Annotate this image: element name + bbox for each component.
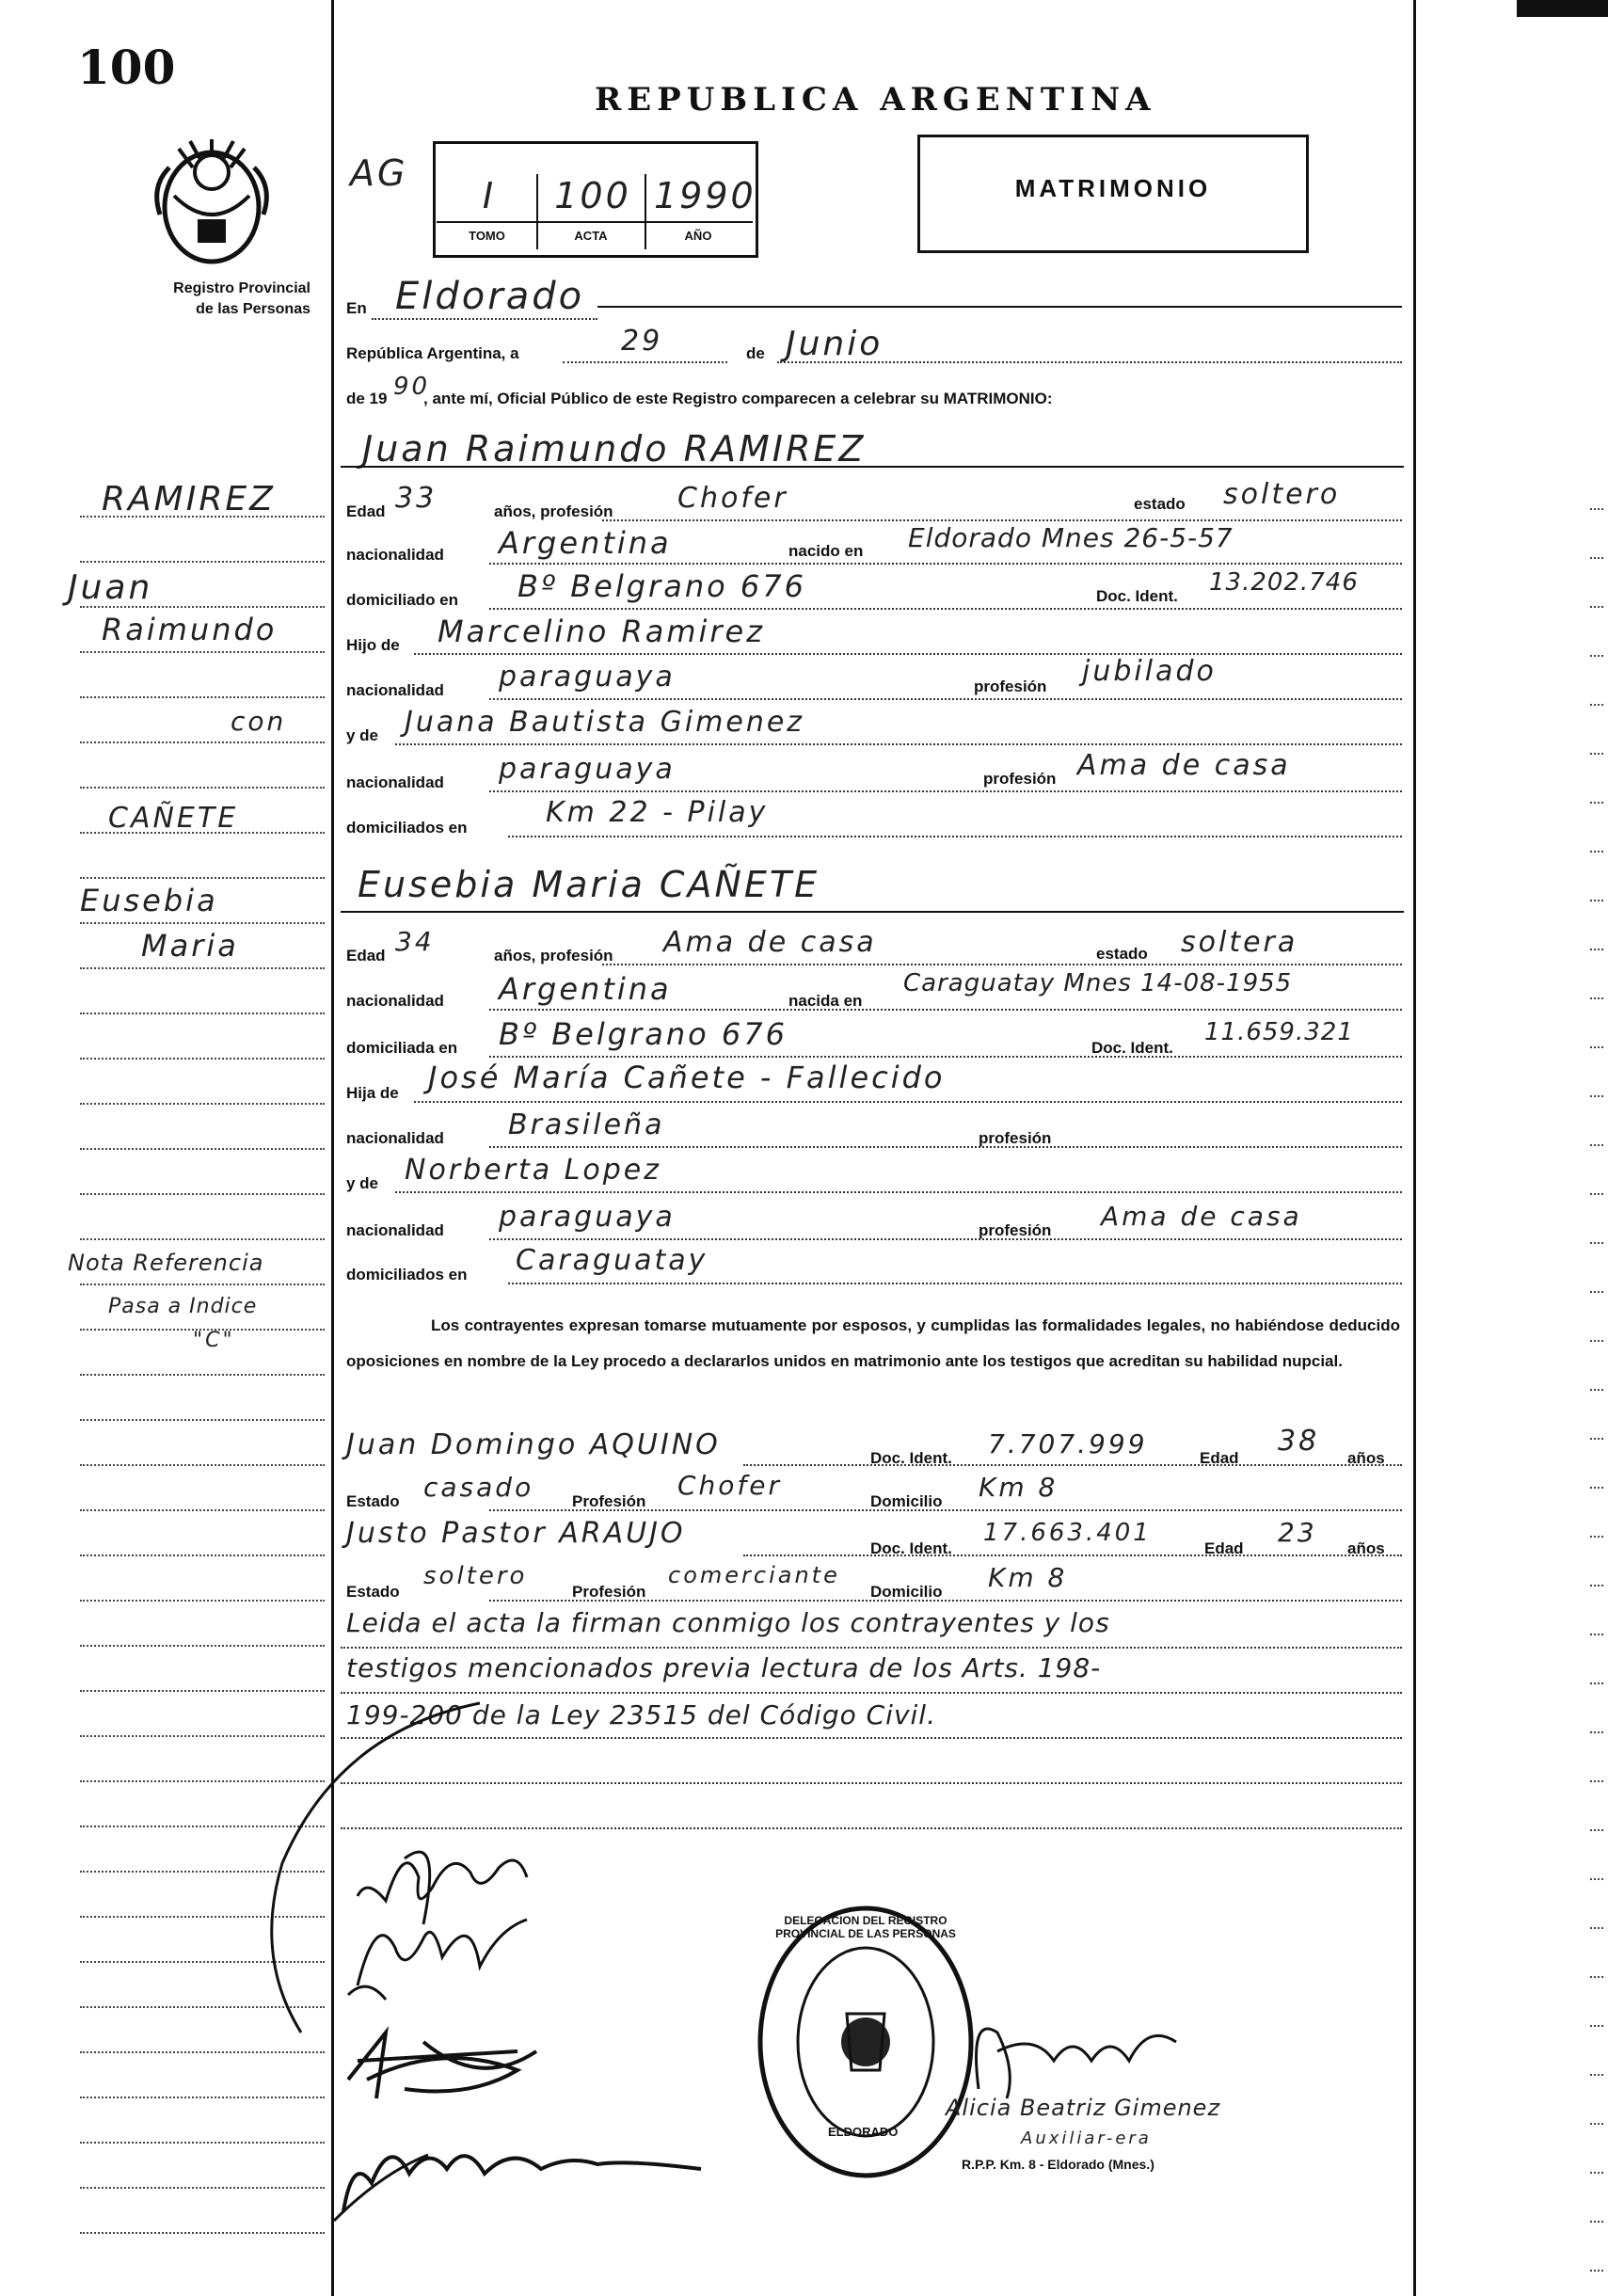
right-edge-mark [1590, 1927, 1603, 1929]
year-suffix: 90 [393, 373, 431, 401]
act-type: MATRIMONIO [1014, 174, 1212, 202]
groom-estado-label: estado [1134, 495, 1186, 513]
witness2-doc: 17.663.401 [983, 1519, 1152, 1547]
margin-dotted-line [80, 967, 325, 969]
day-value: 29 [621, 325, 663, 358]
right-edge-mark [1590, 1976, 1603, 1978]
line [414, 653, 1402, 655]
closing-line-2: testigos mencionados previa lectura de los Arts. 198- [346, 1652, 1102, 1683]
witness1-prof: Chofer [677, 1470, 783, 1501]
bride-padre-prof-label: profesión [979, 1129, 1052, 1147]
line [489, 1146, 1402, 1148]
groom-dom: Bº Belgrano 676 [517, 568, 806, 604]
bride-name: Eusebia Maria CAÑETE [358, 864, 820, 905]
record-divider [645, 174, 646, 249]
bride-dom-label: domiciliada en [346, 1039, 458, 1057]
anio-value: 1990 [654, 175, 756, 216]
margin-dotted-line [80, 741, 325, 743]
declaration-text: Los contrayentes expresan tomarse mutuamente por esposos, y cumplidas las formalidades legales, no habiéndose deducido oposiciones en nombre de la Ley procedo a declararlos unidos en matrimonio ante los testigos que acreditan su habilidad nupcial. [346, 1316, 1400, 1370]
right-edge-mark [1590, 2074, 1603, 2076]
margin-dotted-line [80, 516, 325, 518]
groom-madre: Juana Bautista Gimenez [405, 706, 805, 739]
margin-dotted-line [80, 2097, 325, 2098]
groom-edad: 33 [395, 482, 438, 515]
groom-padres-dom: Km 22 - Pilay [546, 796, 769, 829]
right-edge-mark [1590, 557, 1603, 559]
line [508, 1283, 1402, 1284]
page-number: 100 [77, 40, 176, 95]
right-edge-mark [1590, 1340, 1603, 1342]
witness2-edad-label: Edad [1204, 1539, 1244, 1557]
margin-dotted-line [80, 1193, 325, 1195]
coat-of-arms-icon [141, 130, 282, 271]
right-edge-mark [1590, 851, 1603, 853]
right-edge-mark [1590, 802, 1603, 804]
witness1-doc: 7.707.999 [988, 1428, 1148, 1459]
witness2-anos-label: años [1347, 1539, 1385, 1557]
bride-profesion: Ama de casa [663, 926, 877, 959]
margin-dotted-line [80, 1509, 325, 1511]
line [602, 519, 1402, 521]
line [489, 608, 1402, 610]
groom-padre-nac-label: nacionalidad [346, 681, 444, 699]
edge-bar [1517, 0, 1608, 17]
ag-code: AG [350, 152, 408, 194]
right-edge-mark [1590, 1095, 1603, 1097]
bride-madre-nac-label: nacionalidad [346, 1221, 444, 1239]
right-edge-mark [1590, 1389, 1603, 1391]
bride-estado: soltera [1181, 926, 1298, 959]
witness1-dom: Km 8 [979, 1472, 1059, 1503]
right-edge-mark [1590, 1144, 1603, 1146]
right-edge-mark [1590, 1829, 1603, 1831]
margin-dotted-line [80, 1464, 325, 1466]
page-right-rule [1413, 0, 1416, 2296]
official-title: Auxiliar-era [1021, 2129, 1152, 2148]
line [743, 1464, 1402, 1466]
line [341, 1647, 1402, 1649]
margin-dotted-line [80, 1012, 325, 1014]
line [489, 1509, 1402, 1511]
margin-dotted-line [80, 1645, 325, 1647]
bride-doc: 11.659.321 [1204, 1018, 1354, 1046]
right-edge-mark [1590, 2221, 1603, 2223]
bride-nacida-label: nacida en [788, 992, 863, 1010]
right-edge-mark [1590, 1585, 1603, 1586]
closing-line-1: Leida el acta la firman conmigo los contrayentes y los [346, 1607, 1110, 1638]
registry-stamp-icon [753, 1901, 979, 2183]
bride-estado-label: estado [1096, 945, 1148, 963]
signature-witness2 [325, 2117, 720, 2230]
line [489, 698, 1402, 700]
groom-nac: Argentina [499, 525, 672, 561]
line [395, 1191, 1402, 1193]
line [489, 1056, 1402, 1058]
groom-hijo-label: Hijo de [346, 636, 400, 654]
tomo-label: TOMO [469, 229, 505, 243]
margin-dotted-line [80, 787, 325, 789]
witness2-prof-label: Profesión [572, 1583, 646, 1601]
margin-dotted-line [80, 922, 325, 924]
witness2-dom: Km 8 [988, 1562, 1068, 1593]
line [489, 563, 1402, 565]
bride-nac-label: nacionalidad [346, 992, 444, 1010]
bride-padres-dom: Caraguatay [516, 1244, 708, 1277]
bride-dom: Bº Belgrano 676 [499, 1016, 788, 1052]
right-edge-mark [1590, 1682, 1603, 1684]
witness1-doc-label: Doc. Ident. [870, 1449, 952, 1467]
bride-edad: 34 [395, 926, 435, 957]
right-edge-mark [1590, 606, 1603, 608]
witness1-estado-label: Estado [346, 1492, 400, 1510]
bride-madre-prof-label: profesión [979, 1221, 1052, 1239]
margin-dotted-line [80, 2187, 325, 2189]
margin-dotted-line [80, 1690, 325, 1692]
groom-padre-prof: jubilado [1082, 655, 1217, 688]
margin-dotted-line [80, 2232, 325, 2234]
margin-dotted-line [80, 877, 325, 879]
right-edge-mark [1590, 655, 1603, 657]
margin-dotted-line [80, 651, 325, 653]
line [777, 361, 1402, 363]
record-divider [536, 174, 538, 249]
margin-dotted-line [80, 561, 325, 563]
margin-dotted-line [80, 1374, 325, 1376]
margin-nota2: Pasa a Indice [108, 1295, 258, 1318]
witness1-estado: casado [423, 1472, 534, 1503]
margin-dotted-line [80, 1238, 325, 1240]
groom-padre-nac: paraguaya [499, 661, 676, 694]
bride-profesion-label: años, profesión [494, 947, 613, 965]
de-label: de [746, 344, 765, 362]
bride-nac: Argentina [499, 971, 672, 1007]
republica-label: República Argentina, a [346, 344, 519, 362]
margin-surname2: CAÑETE [108, 802, 239, 835]
margin-surname1: RAMIREZ [102, 480, 276, 518]
country-title: REPUBLICA ARGENTINA [595, 81, 1156, 119]
bride-yde-label: y de [346, 1174, 379, 1192]
line [743, 1555, 1402, 1556]
margin-dotted-line [80, 1555, 325, 1556]
right-edge-mark [1590, 2270, 1603, 2272]
margin-con: con [231, 706, 287, 737]
margin-dotted-line [80, 832, 325, 834]
groom-doc-label: Doc. Ident. [1096, 587, 1178, 605]
witness1-edad-label: Edad [1200, 1449, 1239, 1467]
bride-padres-dom-label: domiciliados en [346, 1266, 468, 1284]
right-edge-mark [1590, 2025, 1603, 2027]
tomo-value: I [482, 175, 497, 216]
margin-dotted-line [80, 1148, 325, 1150]
margin-dotted-line [80, 1329, 325, 1331]
line [489, 1009, 1402, 1011]
margin-given1-line1: Juan [68, 568, 153, 607]
stamp-place: ELDORADO [828, 2125, 899, 2139]
right-edge-mark [1590, 949, 1603, 950]
groom-nacido-label: nacido en [788, 542, 864, 560]
right-edge-mark [1590, 1731, 1603, 1733]
groom-padre: Marcelino Ramirez [438, 614, 766, 649]
groom-madre-prof: Ama de casa [1077, 749, 1291, 782]
bride-madre-prof: Ama de casa [1101, 1201, 1302, 1232]
groom-madre-prof-label: profesión [983, 770, 1057, 788]
line [563, 361, 727, 363]
right-edge-mark [1590, 1242, 1603, 1244]
groom-profesion-label: años, profesión [494, 502, 613, 520]
margin-dotted-line [80, 2051, 325, 2053]
bride-edad-label: Edad [346, 947, 386, 965]
stamp-text: DELEGACION DEL REGISTRO PROVINCIAL DE LAS PERSONAS [775, 1914, 956, 1940]
right-edge-mark [1590, 1634, 1603, 1635]
groom-dom-label: domiciliado en [346, 591, 459, 609]
bride-padre-nac-label: nacionalidad [346, 1129, 444, 1147]
margin-dotted-line [80, 1419, 325, 1421]
signature-loop [245, 1694, 527, 2051]
bride-doc-label: Doc. Ident. [1091, 1039, 1173, 1057]
margin-given2-line2: Maria [141, 928, 239, 964]
registry-label: Registro Provincial de las Personas [173, 280, 310, 317]
margin-dotted-line [80, 1284, 325, 1285]
right-edge-mark [1590, 2123, 1603, 2125]
witness1-name: Juan Domingo AQUINO [346, 1428, 721, 1461]
official-name: Alicia Beatriz Gimenez [946, 2095, 1221, 2121]
groom-padre-prof-label: profesión [974, 678, 1047, 695]
groom-nac-label: nacionalidad [346, 546, 444, 564]
line [414, 1101, 1402, 1103]
groom-madre-nac: paraguaya [499, 753, 676, 786]
witness2-edad: 23 [1278, 1517, 1317, 1548]
line [372, 318, 597, 320]
witness1-anos-label: años [1347, 1449, 1385, 1467]
groom-estado: soltero [1223, 478, 1341, 511]
margin-dotted-line [80, 1058, 325, 1060]
line [341, 911, 1404, 913]
appearance-text: , ante mí, Oficial Público de este Registro comparecen a celebrar su MATRIMONIO: [423, 390, 1053, 407]
right-edge-mark [1590, 704, 1603, 706]
margin-dotted-line [80, 696, 325, 698]
line [602, 964, 1402, 965]
right-edge-mark [1590, 997, 1603, 999]
acta-value: 100 [554, 175, 631, 216]
witness2-doc-label: Doc. Ident. [870, 1539, 952, 1557]
bride-madre-nac: paraguaya [499, 1201, 676, 1234]
acta-label: ACTA [574, 229, 608, 243]
bride-padre-nac: Brasileña [508, 1108, 665, 1141]
margin-dotted-line [80, 1600, 325, 1602]
margin-nota1: Nota Referencia [68, 1250, 264, 1276]
witness2-estado-label: Estado [346, 1583, 400, 1601]
groom-padres-dom-label: domiciliados en [346, 819, 468, 837]
margin-dotted-line [80, 1103, 325, 1105]
right-edge-mark [1590, 900, 1603, 901]
line [508, 836, 1402, 837]
margin-given2-line1: Eusebia [80, 883, 218, 918]
record-baseline [437, 221, 753, 223]
witness2-name: Justo Pastor ARAUJO [346, 1517, 686, 1550]
witness1-edad: 38 [1278, 1425, 1320, 1458]
witness1-dom-label: Domicilio [870, 1492, 943, 1510]
right-edge-mark [1590, 1291, 1603, 1293]
line [489, 1238, 1402, 1240]
official-office: R.P.P. Km. 8 - Eldorado (Mnes.) [962, 2157, 1154, 2172]
anio-label: AÑO [684, 229, 712, 243]
closing-line-3: 199-200 de la Ley 23515 del Código Civil. [346, 1699, 936, 1730]
line [597, 306, 1402, 308]
right-edge-mark [1590, 1536, 1603, 1538]
bride-padre: José María Cañete - Fallecido [428, 1060, 946, 1095]
right-edge-mark [1590, 1780, 1603, 1782]
bride-madre: Norberta Lopez [405, 1154, 661, 1187]
line [341, 466, 1404, 468]
right-edge-mark [1590, 1046, 1603, 1048]
margin-dotted-line [80, 2142, 325, 2144]
witness2-dom-label: Domicilio [870, 1583, 943, 1601]
margin-given1-line2: Raimundo [102, 612, 278, 647]
margin-nota3: "C" [193, 1329, 235, 1352]
groom-doc: 13.202.746 [1209, 568, 1359, 597]
groom-profesion: Chofer [677, 482, 788, 515]
right-edge-mark [1590, 753, 1603, 755]
witness1-prof-label: Profesión [572, 1492, 646, 1510]
line [489, 790, 1402, 792]
line [489, 1600, 1402, 1602]
right-edge-mark [1590, 1193, 1603, 1195]
right-edge-mark [1590, 1487, 1603, 1489]
bride-hija-label: Hija de [346, 1084, 399, 1102]
witness2-estado: soltero [423, 1562, 528, 1590]
groom-yde-label: y de [346, 726, 379, 744]
groom-edad-label: Edad [346, 502, 386, 520]
witness2-prof: comerciante [668, 1562, 840, 1588]
groom-nacido: Eldorado Mnes 26-5-57 [908, 522, 1234, 553]
bride-nacida: Caraguatay Mnes 14-08-1955 [903, 969, 1293, 997]
right-edge-mark [1590, 1438, 1603, 1440]
line [395, 743, 1402, 745]
en-label: En [346, 299, 367, 317]
groom-name: Juan Raimundo RAMIREZ [362, 428, 867, 470]
groom-madre-nac-label: nacionalidad [346, 773, 444, 791]
margin-dotted-line [80, 606, 325, 608]
right-edge-mark [1590, 2172, 1603, 2174]
year-prefix: de 19 [346, 390, 388, 407]
place-value: Eldorado [395, 275, 585, 318]
month-value: Junio [786, 325, 884, 363]
right-edge-mark [1590, 1878, 1603, 1880]
right-edge-mark [1590, 508, 1603, 510]
